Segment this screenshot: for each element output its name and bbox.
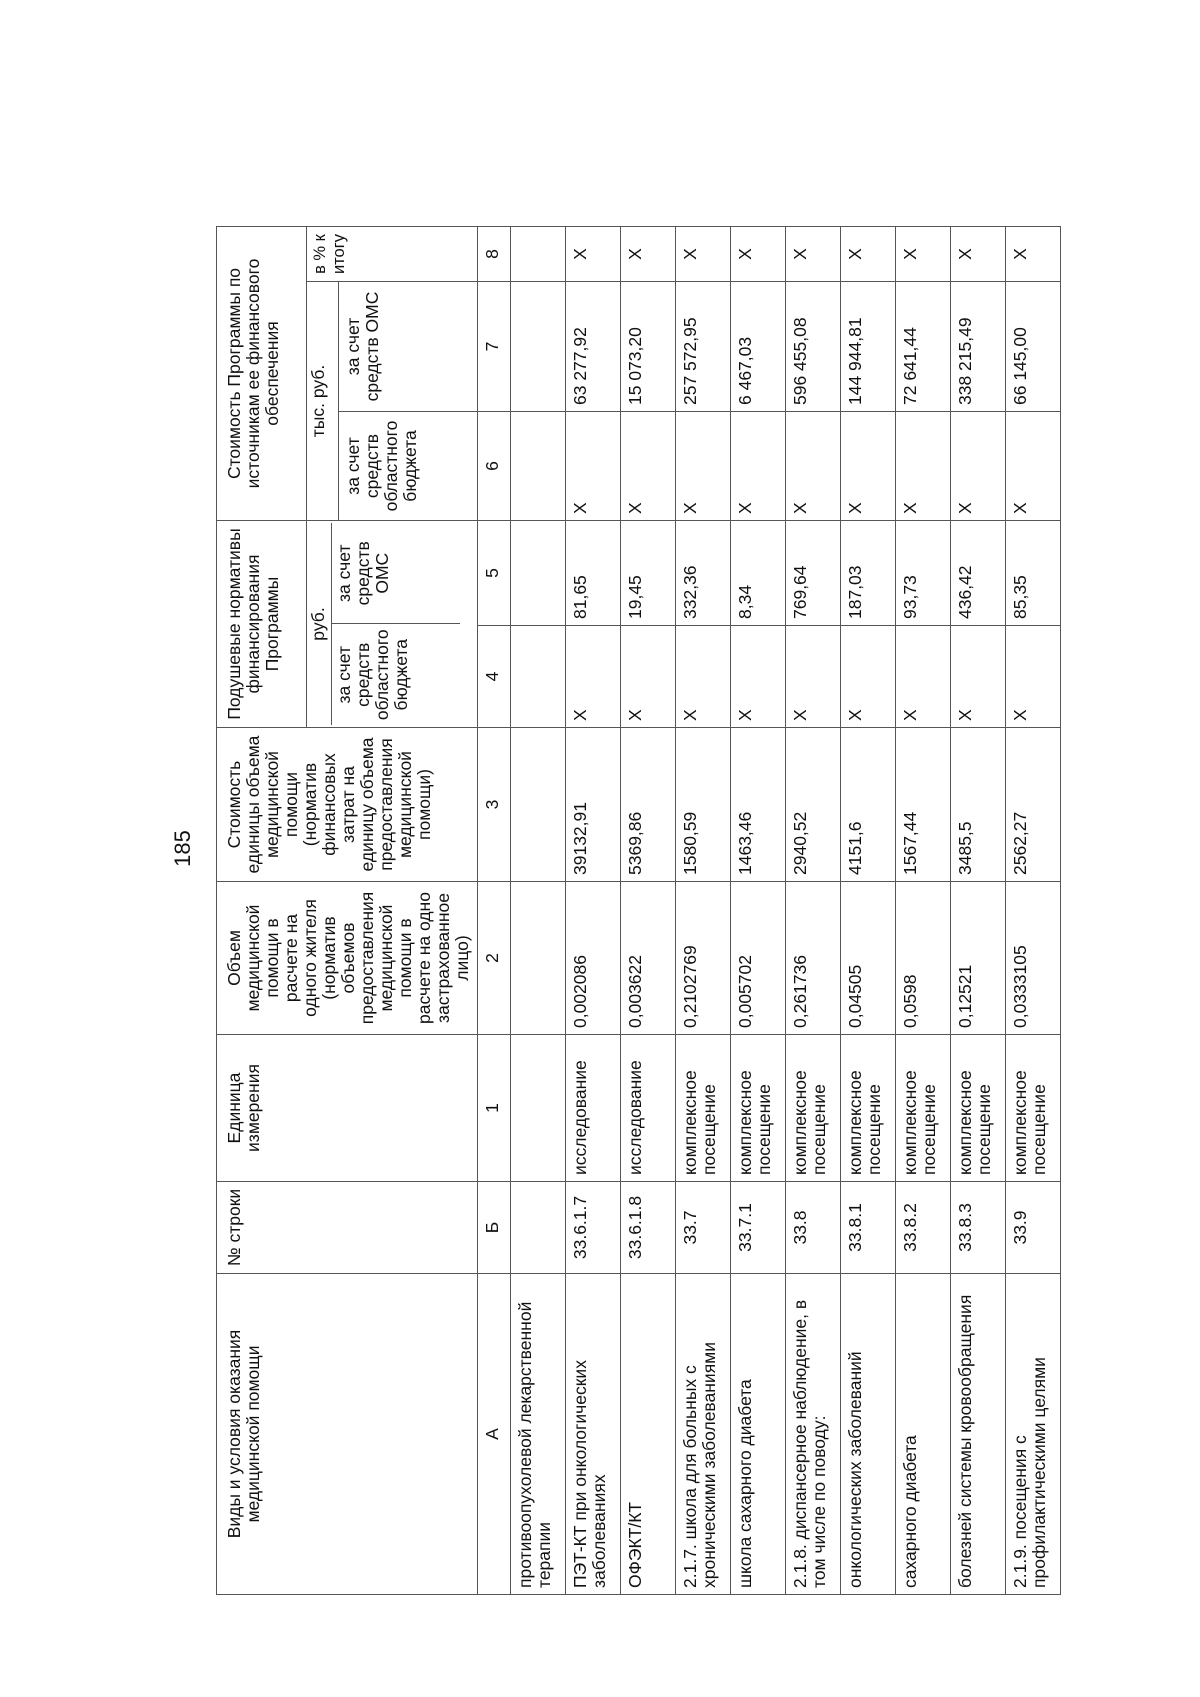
row-code: 33.8.2 <box>896 1182 951 1274</box>
row-code: 33.7.1 <box>731 1182 786 1274</box>
row-cost: 4151,6 <box>841 728 896 882</box>
header-thous-rub: тыс. руб. <box>307 282 339 521</box>
num-3: 3 <box>478 728 511 882</box>
row-budget-norm: X <box>1006 626 1061 728</box>
header-col-1: Единица измерения <box>217 1035 478 1182</box>
num-b: Б <box>478 1182 511 1274</box>
row-oms-total: 257 572,95 <box>676 282 731 412</box>
header-rub-label: руб. <box>309 523 332 725</box>
num-6: 6 <box>478 412 511 521</box>
row-unit: исследование <box>621 1035 676 1182</box>
row-percent: X <box>896 227 951 282</box>
row-unit: комплексное посещение <box>1006 1035 1061 1182</box>
row-percent: X <box>676 227 731 282</box>
row-name: сахарного диабета <box>896 1274 951 1595</box>
row-cost: 39132,91 <box>566 728 621 882</box>
header-rub <box>307 521 478 728</box>
row-name: школа сахарного диабета <box>731 1274 786 1595</box>
row-budget-total: X <box>1006 412 1061 521</box>
header-oms-total: за счет средств ОМС <box>339 282 478 412</box>
row-percent: X <box>951 227 1006 282</box>
row-name: ПЭТ-КТ при онкологических заболеваниях <box>566 1274 621 1595</box>
row-volume: 0,0598 <box>896 882 951 1035</box>
row-percent <box>511 227 566 282</box>
row-volume: 0,005702 <box>731 882 786 1035</box>
row-volume: 0,2102769 <box>676 882 731 1035</box>
table-row <box>786 227 841 1595</box>
row-cost: 2940,52 <box>786 728 841 882</box>
row-name: 2.1.8. диспансерное наблюдение, в том числе по поводу: <box>786 1274 841 1595</box>
row-budget-total: X <box>896 412 951 521</box>
row-code: 33.6.1.7 <box>566 1182 621 1274</box>
row-cost: 1567,44 <box>896 728 951 882</box>
table-row <box>566 227 621 1595</box>
row-oms-norm: 8,34 <box>731 521 786 626</box>
row-oms-total <box>511 282 566 412</box>
row-budget-norm: X <box>896 626 951 728</box>
row-unit: комплексное посещение <box>896 1035 951 1182</box>
header-col-3: Стоимость единицы объема медицинской помощи (норматив финансовых затрат на единицу объема предоставления медицинской помощи) <box>217 728 478 882</box>
numbering-row <box>478 227 511 1595</box>
row-oms-total: 66 145,00 <box>1006 282 1061 412</box>
table-row <box>1006 227 1061 1595</box>
row-cost: 5369,86 <box>621 728 676 882</box>
row-oms-norm: 85,35 <box>1006 521 1061 626</box>
num-5: 5 <box>478 521 511 626</box>
row-code: 33.6.1.8 <box>621 1182 676 1274</box>
table-row <box>731 227 786 1595</box>
row-cost: 3485,5 <box>951 728 1006 882</box>
row-unit: комплексное посещение <box>676 1035 731 1182</box>
table-row <box>621 227 676 1595</box>
row-oms-norm: 93,73 <box>896 521 951 626</box>
row-oms-norm: 332,36 <box>676 521 731 626</box>
row-oms-norm: 19,45 <box>621 521 676 626</box>
row-unit <box>511 1035 566 1182</box>
row-cost <box>511 728 566 882</box>
row-code: 33.7 <box>676 1182 731 1274</box>
row-name: 2.1.9. посещения с профилактическими целями <box>1006 1274 1061 1595</box>
table-row <box>896 227 951 1595</box>
row-name: противоопухолевой лекарственной терапии <box>511 1274 566 1595</box>
header-rub-subcols <box>332 523 460 725</box>
row-budget-norm: X <box>786 626 841 728</box>
row-oms-total: 63 277,92 <box>566 282 621 412</box>
row-budget-total: X <box>676 412 731 521</box>
row-cost: 1580,59 <box>676 728 731 882</box>
header-group-norm: Подушевые нормативы финансирования Программы <box>217 521 307 728</box>
row-name: 2.1.7. школа для больных с хроническими заболеваниями <box>676 1274 731 1595</box>
num-2: 2 <box>478 882 511 1035</box>
row-name: онкологических заболеваний <box>841 1274 896 1595</box>
header-col-2: Объем медицинской помощи в расчете на одного жителя (норматив объемов предоставления медицинской помощи в расчете на одно застрахованное лицо) <box>217 882 478 1035</box>
row-budget-norm: X <box>841 626 896 728</box>
row-oms-total: 72 641,44 <box>896 282 951 412</box>
num-a: А <box>478 1274 511 1595</box>
table-row <box>511 227 566 1595</box>
header-group-cost: Стоимость Программы по источникам ее финансового обеспечения <box>217 227 307 521</box>
num-8: 8 <box>478 227 511 282</box>
row-code: 33.8 <box>786 1182 841 1274</box>
header-budget-total: за счет средств областного бюджета <box>339 412 478 521</box>
num-7: 7 <box>478 282 511 412</box>
header-budget-norm: за счет средств областного бюджета <box>332 624 460 726</box>
row-cost: 1463,46 <box>731 728 786 882</box>
row-volume: 0,002086 <box>566 882 621 1035</box>
row-budget-total: X <box>566 412 621 521</box>
row-budget-norm: X <box>676 626 731 728</box>
row-budget-norm: X <box>621 626 676 728</box>
row-percent: X <box>621 227 676 282</box>
row-budget-total: X <box>731 412 786 521</box>
header-row-1 <box>217 227 307 1595</box>
table-row <box>951 227 1006 1595</box>
row-name: ОФЭКТ/КТ <box>621 1274 676 1595</box>
row-oms-total: 15 073,20 <box>621 282 676 412</box>
row-percent: X <box>786 227 841 282</box>
page-number: 185 <box>170 830 195 867</box>
row-unit: комплексное посещение <box>786 1035 841 1182</box>
row-code: 33.9 <box>1006 1182 1061 1274</box>
row-percent: X <box>731 227 786 282</box>
row-budget-total: X <box>951 412 1006 521</box>
row-oms-total: 596 455,08 <box>786 282 841 412</box>
row-unit: комплексное посещение <box>951 1035 1006 1182</box>
row-budget-norm: X <box>566 626 621 728</box>
row-volume <box>511 882 566 1035</box>
row-percent: X <box>1006 227 1061 282</box>
row-unit: комплексное посещение <box>841 1035 896 1182</box>
row-oms-total: 6 467,03 <box>731 282 786 412</box>
row-volume: 0,0333105 <box>1006 882 1061 1035</box>
row-oms-norm: 436,42 <box>951 521 1006 626</box>
row-oms-norm <box>511 521 566 626</box>
row-budget-norm: X <box>951 626 1006 728</box>
row-budget-norm: X <box>731 626 786 728</box>
row-volume: 0,04505 <box>841 882 896 1035</box>
table-row <box>676 227 731 1595</box>
row-budget-norm <box>511 626 566 728</box>
row-volume: 0,12521 <box>951 882 1006 1035</box>
row-volume: 0,261736 <box>786 882 841 1035</box>
header-percent: в % к итогу <box>307 227 478 282</box>
row-code: 33.8.3 <box>951 1182 1006 1274</box>
row-budget-total: X <box>786 412 841 521</box>
header-col-b: № строки <box>217 1182 478 1274</box>
row-oms-total: 144 944,81 <box>841 282 896 412</box>
row-code <box>511 1182 566 1274</box>
table-row <box>841 227 896 1595</box>
row-code: 33.8.1 <box>841 1182 896 1274</box>
row-budget-total <box>511 412 566 521</box>
row-budget-total: X <box>621 412 676 521</box>
row-budget-total: X <box>841 412 896 521</box>
row-volume: 0,003622 <box>621 882 676 1035</box>
row-percent: X <box>566 227 621 282</box>
row-oms-norm: 81,65 <box>566 521 621 626</box>
financing-table <box>216 226 1061 1595</box>
header-oms-norm: за счет средств ОМС <box>334 541 392 606</box>
header-col-a: Виды и условия оказания медицинской помощи <box>217 1274 478 1595</box>
num-4: 4 <box>478 626 511 728</box>
row-unit: комплексное посещение <box>731 1035 786 1182</box>
row-oms-norm: 769,64 <box>786 521 841 626</box>
row-name: болезней системы кровообращения <box>951 1274 1006 1595</box>
row-percent: X <box>841 227 896 282</box>
row-oms-norm: 187,03 <box>841 521 896 626</box>
row-cost: 2562,27 <box>1006 728 1061 882</box>
num-1: 1 <box>478 1035 511 1182</box>
row-oms-total: 338 215,49 <box>951 282 1006 412</box>
row-unit: исследование <box>566 1035 621 1182</box>
